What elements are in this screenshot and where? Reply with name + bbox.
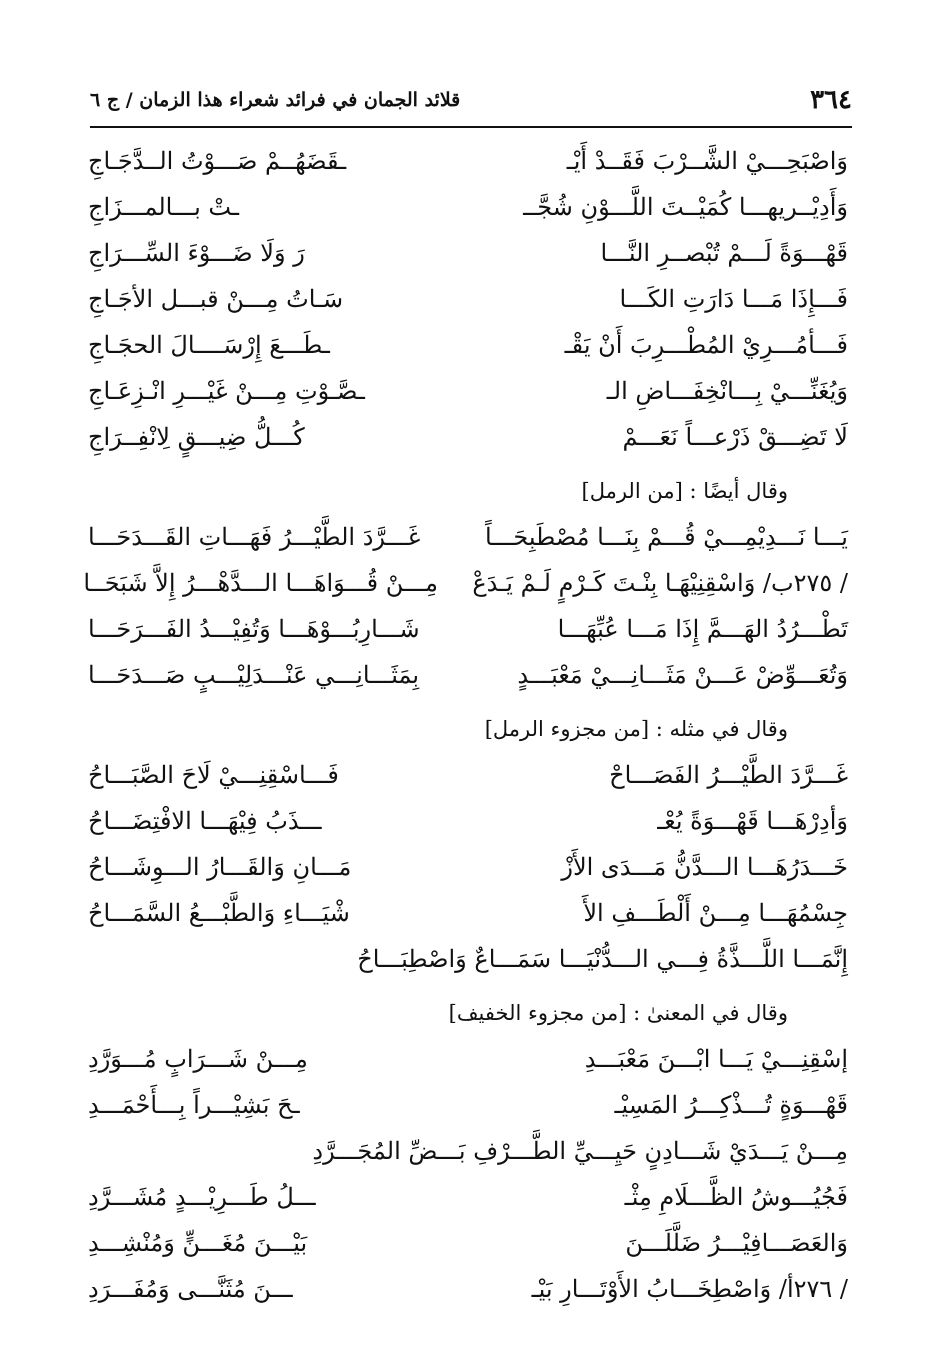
verse-second-hemistich: كُـــلُّ ضِيـــقٍ لِانْفِــرَاجِ	[88, 423, 305, 451]
verse-first-hemistich: مِـــنْ يَـــدَيْ شَـــادِنٍ حَيِـــيِّ الطَّـــرْفِ بَـــضِّ المُجَـــرَّدِ	[312, 1137, 848, 1165]
verse-line	[88, 752, 848, 798]
verse-first-hemistich: وَاصْبَحِـــيْ الشَّــرْبَ فَقَــدْ أَيْـ	[566, 147, 848, 175]
section-gap	[88, 460, 848, 468]
verse-line	[88, 1128, 848, 1174]
verse-second-hemistich: فَـــاسْقِنِـــيْ لَاحَ الصَّبَـــاحُ	[88, 761, 339, 789]
verse-second-hemistich: ـتْ بـــالمـــزَاجِ	[88, 193, 239, 221]
verse-second-hemistich: ـحَ بَشِيْـــراً بِـــأَحْمَـــدِ	[88, 1091, 300, 1119]
running-title: قلائد الجمان في فرائد شعراء هذا الزمان / ج ٦	[90, 89, 461, 111]
verse-second-hemistich: مِـــنْ قُـــوَاهَـــا الـــدَّهْـــرُ إِلاَّ شَبَحَــا	[83, 569, 438, 597]
verse-first-hemistich: لَا تَضِـــقْ ذَرْعـــاً نَعَـــمْ	[622, 423, 848, 451]
verse-first-hemistich: تَطْـــرُدُ الهَـــمَّ إِذَا مَـــا عُبِّهَـــا	[557, 615, 848, 643]
verse-second-hemistich: شَـــارِبُـــوْهَـــا وَتُفِيْـــدُ الفَـــرَحَـــا	[88, 615, 420, 643]
verse-line	[88, 1266, 848, 1312]
verse-second-hemistich: ـصَّـوْتِ مِـــنْ غَيْـــرِ انْـزِعَـاجِ	[88, 377, 365, 405]
verse-first-hemistich: / ٢٧٦أ/ وَاصْطِخَـــابُ الأَوْتَـــارِ بَيْـ	[531, 1275, 848, 1303]
verse-first-hemistich: إِنَّمَـــا اللَّـــذَّةُ فِـــي الـــدُّنْيَـــا سَمَـــاعٌ وَاصْطِبَـــاحُ	[357, 945, 848, 973]
verse-line	[88, 138, 848, 184]
verse-second-hemistich: ـــنَ مُثَنَّـــى وَمُفَـــرَدِ	[88, 1275, 293, 1303]
verse-line	[88, 936, 848, 982]
poem-intro: وقال أيضًا : [من الرمل]	[581, 479, 788, 503]
verse-second-hemistich: ـــلُ طَـــرِيْـــدٍ مُشَـــرَّدِ	[88, 1183, 316, 1211]
verse-line	[88, 514, 848, 560]
verse-second-hemistich: بِمَثَـــانِـــي عَنْـــدَلِيْـــبٍ صَـــدَحَـــا	[88, 661, 420, 689]
verse-second-hemistich: سَـاتُ مِـــنْ قبـــل الأجَـاجِ	[88, 285, 344, 313]
verse-line	[88, 414, 848, 460]
section-gap	[88, 698, 848, 706]
verse-first-hemistich: وَالعَصَـــافِيْـــرُ ضَلَّلَـــنَ	[625, 1229, 848, 1257]
verse-line	[88, 890, 848, 936]
poem-intro: وقال في المعنىٰ : [من مجزوء الخفيف]	[448, 1001, 788, 1025]
verse-second-hemistich: بَيْـــنَ مُغَـــنٍّ وَمُنْشِـــدِ	[88, 1229, 308, 1257]
verse-line	[83, 560, 848, 606]
verse-line	[88, 844, 848, 890]
verse-second-hemistich: مِـــنْ شَـــرَابٍ مُـــوَرَّدِ	[88, 1045, 308, 1073]
verse-first-hemistich: قَهْـــوَةً لَـــمْ تُبْصــرِ النَّـــا	[600, 239, 848, 267]
verse-first-hemistich: يَـــا نَـــدِيْمِـــيْ قُـــمْ بِنَـــا مُصْطَبِحَـــاً	[485, 523, 848, 551]
verse-second-hemistich: شْيَـــاءِ وَالطَّبْـــعُ السَّمَـــاحُ	[88, 899, 350, 927]
verse-second-hemistich: ـقَضَهُــمْ صَـــوْتُ الــدَّجَـاجِ	[88, 147, 347, 175]
verse-second-hemistich: رَ وَلَا ضَـــوْءَ السِّـــرَاجِ	[88, 239, 305, 267]
page-header	[90, 80, 852, 120]
verse-line	[88, 1082, 848, 1128]
verse-first-hemistich: وَيُغَنِّـــيْ بِـــانْخِفَـــاضِ الـ	[606, 377, 848, 405]
verse-line	[88, 1174, 848, 1220]
verse-first-hemistich: خَـــدَرُهَـــا الـــدَّنُّ مَـــدَى الأَزْ	[561, 853, 848, 881]
verse-line	[88, 1220, 848, 1266]
verse-first-hemistich: فَجُيُـــوشُ الظَّـــلَامِ مِثْـ	[624, 1183, 848, 1211]
verse-second-hemistich: مَـــانِ وَالقَـــارُ الـــوِشَـــاحُ	[88, 853, 352, 881]
verse-line	[88, 652, 848, 698]
verse-second-hemistich: ـــذَبُ فِيْهَـــا الافْتِضَـــاحُ	[88, 807, 322, 835]
verse-second-hemistich: غَـــرَّدَ الطَّيْـــرُ فَهَـــاتِ القَـــدَحَـــا	[88, 523, 421, 551]
verse-line	[88, 276, 848, 322]
header-rule	[90, 126, 852, 128]
verse-first-hemistich: وَتُعَـــوِّضْ عَـــنْ مَثَـــانِـــيْ مَعْبَـــدٍ	[517, 661, 848, 689]
verse-first-hemistich: غَـــرَّدَ الطَّيْـــرُ الفَصَـــاحْ	[609, 761, 848, 789]
section-gap	[88, 982, 848, 990]
poem-intro: وقال في مثله : [من مجزوء الرمل]	[484, 717, 788, 741]
page-number: ٣٦٤	[810, 85, 852, 115]
verse-line	[88, 1036, 848, 1082]
poem-body	[83, 138, 848, 1312]
verse-first-hemistich: وَأدِرْهَـــا قَهْـــوَةً يُعْـ	[657, 807, 848, 835]
verse-line	[88, 798, 848, 844]
verse-line	[88, 184, 848, 230]
verse-line	[88, 230, 848, 276]
verse-first-hemistich: قَهْـــوَةٍ تُـــذْكِـــرُ المَسِيْـ	[614, 1091, 848, 1119]
verse-second-hemistich: ـطَـــعَ إِرْسَــــالَ الحجَـاجِ	[88, 331, 330, 359]
verse-line	[88, 322, 848, 368]
verse-first-hemistich: / ٢٧٥ب/ وَاسْقِنِيْهَـا بِنْـتَ كَـرْمٍ لَـمْ يَـدَعْ	[472, 569, 848, 597]
verse-line	[88, 368, 848, 414]
verse-first-hemistich: فَـــأمُـــرِيْ المُطْـــرِبَ أَنْ يَقْـ	[564, 331, 848, 359]
verse-first-hemistich: فَـــإِذَا مَـــا دَارَتِ الكَـــا	[619, 285, 848, 313]
verse-first-hemistich: جِسْمُهَـــا مِـــنْ أَلْطَـــفِ الأَ	[583, 899, 848, 927]
verse-first-hemistich: إسْقِنِـــيْ يَـــا ابْـــنَ مَعْبَـــدِ	[584, 1045, 848, 1073]
verse-first-hemistich: وَأَدِيْــريهـــا كُمَيْــتَ اللَّـــوْنِ شُجَّــ	[523, 193, 848, 221]
verse-line	[88, 606, 848, 652]
